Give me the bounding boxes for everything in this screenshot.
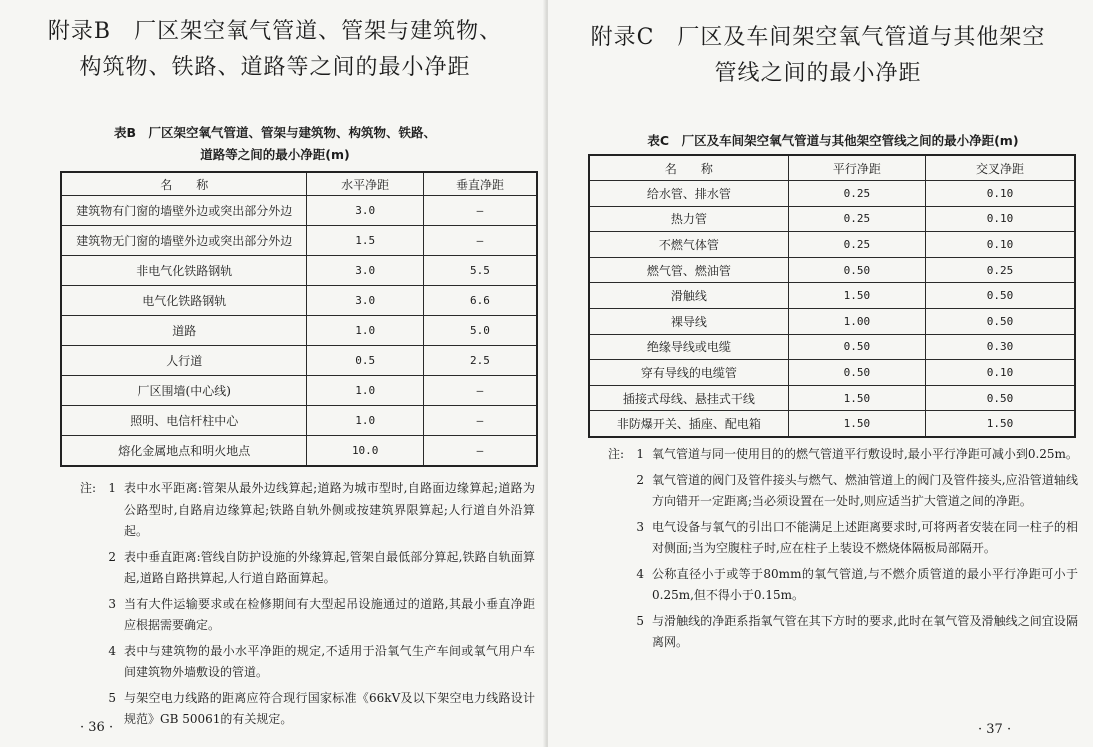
row-value-cell: 3.0 xyxy=(307,286,424,316)
note-item xyxy=(80,478,535,543)
notes-label xyxy=(608,564,630,607)
row-value-cell: 0.25 xyxy=(788,206,925,232)
note-number: 5 xyxy=(108,690,116,705)
row-value-cell: 0.25 xyxy=(788,232,925,258)
table-row xyxy=(61,226,537,256)
note-number: 3 xyxy=(636,519,644,534)
note-number: 4 xyxy=(636,566,644,581)
row-name-cell: 不燃气体管 xyxy=(589,232,788,258)
table-row xyxy=(61,316,537,346)
row-name-cell: 滑触线 xyxy=(589,283,788,309)
row-name-cell: 绝缘导线或电缆 xyxy=(589,334,788,360)
note-text: 电气设备与氧气的引出口不能满足上述距离要求时,可将两者安装在同一柱子的相对侧面;当为空腹柱子时,应在柱子上装设不燃烧体隔板局部隔开。 xyxy=(652,519,1078,555)
note-item xyxy=(608,470,1078,513)
page-number-right: · 37 · xyxy=(978,722,1012,737)
appendix-b-title: 附录B 厂区架空氧气管道、管架与建筑物、 构筑物、铁路、道路等之间的最小净距 xyxy=(47,19,503,80)
note-text: 表中垂直距离:管线自防护设施的外缘算起,管架自最低部分算起,铁路自轨面算起,道路自路拱算起,人行道自路面算起。 xyxy=(124,549,535,585)
note-number: 1 xyxy=(108,481,116,495)
row-name-cell: 燃气管、燃油管 xyxy=(589,257,788,283)
row-name-cell: 建筑物无门窗的墙壁外边或突出部分外边 xyxy=(61,226,307,256)
table-c-notes xyxy=(608,444,1078,658)
row-name-cell: 给水管、排水管 xyxy=(589,181,788,207)
note-item xyxy=(80,641,535,684)
note-item xyxy=(80,594,535,637)
table-row xyxy=(589,308,1075,334)
note-item xyxy=(80,688,535,731)
row-value-cell: 1.50 xyxy=(788,411,925,437)
row-value-cell: 1.50 xyxy=(788,385,925,411)
note-text: 与滑触线的净距系指氧气管在其下方时的要求,此时在氧气管及滑触线之间宜设隔离网。 xyxy=(652,613,1078,649)
note-number: 3 xyxy=(108,596,116,611)
table-row xyxy=(589,257,1075,283)
notes-label: 注: xyxy=(608,447,625,461)
row-name-cell: 非防爆开关、插座、配电箱 xyxy=(589,411,788,437)
page-number-left: · 36 · xyxy=(80,720,114,735)
row-value-cell: 1.0 xyxy=(307,376,424,406)
row-name-cell: 电气化铁路钢轨 xyxy=(61,286,307,316)
table-row xyxy=(61,346,537,376)
row-value-cell: 0.5 xyxy=(307,346,424,376)
row-value-cell: 5.0 xyxy=(423,316,537,346)
row-value-cell: 0.30 xyxy=(926,334,1075,360)
row-value-cell: 0.50 xyxy=(926,308,1075,334)
note-text: 公称直径小于或等于80mm的氧气管道,与不燃介质管道的最小平行净距可小于0.25m,但不得小于0.15m。 xyxy=(652,566,1078,602)
col-header-cross: 交叉净距 xyxy=(926,155,1075,181)
note-text: 表中与建筑物的最小水平净距的规定,不适用于沿氧气生产车间或氧气用户车间建筑物外墙敷设的管道。 xyxy=(124,643,535,679)
row-value-cell: — xyxy=(423,436,537,467)
row-name-cell: 热力管 xyxy=(589,206,788,232)
row-value-cell: 5.5 xyxy=(423,256,537,286)
note-item xyxy=(80,547,535,590)
table-row xyxy=(589,411,1075,437)
row-value-cell: 0.10 xyxy=(926,206,1075,232)
row-value-cell: 1.00 xyxy=(788,308,925,334)
table-header-row xyxy=(589,155,1075,181)
note-number: 1 xyxy=(636,447,644,461)
table-row xyxy=(61,436,537,467)
row-value-cell: 0.10 xyxy=(926,181,1075,207)
row-value-cell: 0.25 xyxy=(926,257,1075,283)
row-value-cell: 0.10 xyxy=(926,232,1075,258)
table-row xyxy=(589,385,1075,411)
table-c xyxy=(588,154,1076,438)
note-number: 2 xyxy=(108,549,116,564)
row-value-cell: 1.50 xyxy=(926,411,1075,437)
note-text: 氧气管道的阀门及管件接头与燃气、燃油管道上的阀门及管件接头,应沿管道轴线方向错开一定距离;当必须设置在一处时,则应适当扩大管道之间的净距。 xyxy=(652,472,1078,508)
table-row xyxy=(61,286,537,316)
row-value-cell: 1.0 xyxy=(307,316,424,346)
table-b-notes xyxy=(80,478,535,735)
note-number: 2 xyxy=(636,472,644,487)
table-row xyxy=(589,283,1075,309)
col-header-name: 名 称 xyxy=(589,155,788,181)
row-name-cell: 插接式母线、悬挂式干线 xyxy=(589,385,788,411)
row-value-cell: 10.0 xyxy=(307,436,424,467)
table-row xyxy=(589,360,1075,386)
left-page xyxy=(0,0,546,747)
row-name-cell: 穿有导线的电缆管 xyxy=(589,360,788,386)
notes-label xyxy=(80,641,102,684)
row-value-cell: — xyxy=(423,196,537,226)
row-name-cell: 非电气化铁路钢轨 xyxy=(61,256,307,286)
row-value-cell: 0.25 xyxy=(788,181,925,207)
table-row xyxy=(589,181,1075,207)
note-item xyxy=(608,564,1078,607)
notes-label xyxy=(608,517,630,560)
row-value-cell: 0.50 xyxy=(788,257,925,283)
notes-label xyxy=(80,547,102,590)
notes-label xyxy=(608,611,630,654)
row-name-cell: 建筑物有门窗的墙壁外边或突出部分外边 xyxy=(61,196,307,226)
note-item xyxy=(608,611,1078,654)
row-value-cell: 0.50 xyxy=(926,283,1075,309)
row-value-cell: 0.50 xyxy=(788,360,925,386)
row-value-cell: — xyxy=(423,406,537,436)
row-name-cell: 厂区围墙(中心线) xyxy=(61,376,307,406)
row-name-cell: 道路 xyxy=(61,316,307,346)
row-value-cell: 3.0 xyxy=(307,196,424,226)
note-item xyxy=(608,444,1078,466)
row-value-cell: — xyxy=(423,226,537,256)
note-item xyxy=(608,517,1078,560)
note-text: 与架空电力线路的距离应符合现行国家标准《66kV及以下架空电力线路设计规范》GB 50061的有关规定。 xyxy=(124,690,535,726)
note-text: 当有大件运输要求或在检修期间有大型起吊设施通过的道路,其最小垂直净距应根据需要确定。 xyxy=(124,596,535,632)
appendix-c-title: 附录C 厂区及车间架空氧气管道与其他架空 管线之间的最小净距 xyxy=(590,25,1046,86)
table-row xyxy=(61,376,537,406)
table-b-caption: 表B 厂区架空氧气管道、管架与建筑物、构筑物、铁路、 道路等之间的最小净距(m) xyxy=(113,125,437,162)
row-name-cell: 熔化金属地点和明火地点 xyxy=(61,436,307,467)
note-number: 4 xyxy=(108,643,116,658)
table-header-row xyxy=(61,172,537,196)
row-value-cell: 6.6 xyxy=(423,286,537,316)
table-b xyxy=(60,171,538,467)
row-name-cell: 裸导线 xyxy=(589,308,788,334)
row-value-cell: 0.50 xyxy=(788,334,925,360)
table-row xyxy=(61,196,537,226)
table-row xyxy=(589,334,1075,360)
note-text: 表中水平距离:管架从最外边线算起;道路为城市型时,自路面边缘算起;道路为公路型时,自路肩边缘算起;铁路自轨外侧或按建筑界限算起;人行道自外沿算起。 xyxy=(124,481,535,538)
row-value-cell: 1.5 xyxy=(307,226,424,256)
notes-label xyxy=(80,594,102,637)
notes-label xyxy=(608,470,630,513)
col-header-name: 名 称 xyxy=(61,172,307,196)
row-value-cell: 3.0 xyxy=(307,256,424,286)
col-header-vertical: 垂直净距 xyxy=(423,172,537,196)
row-value-cell: 0.50 xyxy=(926,385,1075,411)
notes-label: 注: xyxy=(80,481,97,495)
row-value-cell: 0.10 xyxy=(926,360,1075,386)
row-value-cell: 2.5 xyxy=(423,346,537,376)
col-header-horizontal: 水平净距 xyxy=(307,172,424,196)
row-value-cell: 1.0 xyxy=(307,406,424,436)
row-value-cell: — xyxy=(423,376,537,406)
note-number: 5 xyxy=(636,613,644,628)
note-text: 氧气管道与同一使用目的的燃气管道平行敷设时,最小平行净距可减小到0.25m。 xyxy=(652,447,1078,461)
col-header-parallel: 平行净距 xyxy=(788,155,925,181)
row-value-cell: 1.50 xyxy=(788,283,925,309)
table-row xyxy=(589,232,1075,258)
row-name-cell: 照明、电信杆柱中心 xyxy=(61,406,307,436)
table-c-caption: 表C 厂区及车间架空氧气管道与其他架空管线之间的最小净距(m) xyxy=(647,133,1019,148)
table-row xyxy=(589,206,1075,232)
table-row xyxy=(61,256,537,286)
table-row xyxy=(61,406,537,436)
right-page xyxy=(548,0,1093,747)
row-name-cell: 人行道 xyxy=(61,346,307,376)
